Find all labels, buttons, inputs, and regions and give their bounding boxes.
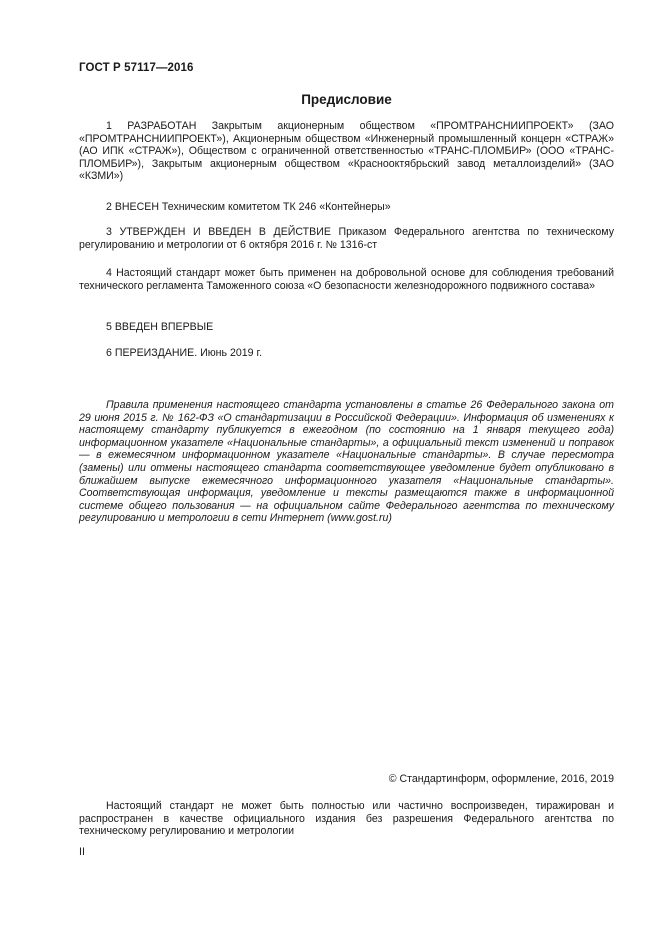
usage-notice: Правила применения настоящего стандарта установлены в статье 26 Федерального закона от 29 июня 2015 г. № 162-ФЗ «О стандартизации в Российской Федерации». Информация об изменениях к настоящему стандарту публикуется в ежегодном (по состоянию на 1 января текущего года) информационном указателе «Национальные стандарты», а официальный текст изменений и поправок — в ежемесячном информационном указателе «Национальные стандарты». В случае пересмотра (замены) или отмены настоящего стандарта соответствующее уведомление будет опубликовано в ближайшем выпуске ежемесячного информационного указателя «Национальные стандарты». Соответствующая информация, уведомление и тексты размещаются также в информационной системе общего пользования — на официальном сайте Федерального агентства по техническому регулированию и метрологии в сети Интернет (www.gost.ru)	[79, 399, 614, 525]
legal-notice: Настоящий стандарт не может быть полностью или частично воспроизведен, тиражирован и распространен в качестве официального издания без разрешения Федерального агентства по техническому регулированию и метрологии	[79, 800, 614, 838]
item-1-text: 1 РАЗРАБОТАН Закрытым акционерным обществом «ПРОМТРАНСНИИПРОЕКТ» (ЗАО «ПРОМТРАНСНИИПРОЕКТ»), Акционерным обществом «Инженерный промышленный концерн «СТРАЖ» (АО ИПК «СТРАЖ»), Обществом с ограниченной ответственностью «ТРАНС-ПЛОМБИР» (ООО «ТРАНС-ПЛОМБИР»), Закрытым акционерным обществом «Краснооктябрьский завод металлоизделий» (ЗАО «КЗМИ»)	[79, 120, 614, 183]
standard-code: ГОСТ Р 57117—2016	[79, 62, 194, 74]
item-4	[79, 267, 614, 292]
item-6	[79, 347, 614, 360]
item-3	[79, 226, 614, 251]
item-1	[79, 120, 614, 183]
copyright-line: © Стандартинформ, оформление, 2016, 2019	[388, 773, 614, 785]
item-5	[79, 321, 614, 334]
item-4-text: 4 Настоящий стандарт может быть применен на добровольной основе для соблюдения требований технического регламента Таможенного союза «О безопасности железнодорожного подвижного состава»	[79, 267, 614, 292]
item-5-text: 5 ВВЕДЕН ВПЕРВЫЕ	[106, 321, 214, 333]
page-title: Предисловие	[301, 92, 392, 107]
item-2-text: 2 ВНЕСЕН Техническим комитетом ТК 246 «Контейнеры»	[106, 201, 391, 213]
item-2	[79, 201, 614, 214]
item-3-text: 3 УТВЕРЖДЕН И ВВЕДЕН В ДЕЙСТВИЕ Приказом Федерального агентства по техническому регулированию и метрологии от 6 октября 2016 г. № 1316-ст	[79, 226, 614, 251]
item-6-text: 6 ПЕРЕИЗДАНИЕ. Июнь 2019 г.	[106, 347, 263, 359]
page-number: II	[79, 846, 85, 858]
